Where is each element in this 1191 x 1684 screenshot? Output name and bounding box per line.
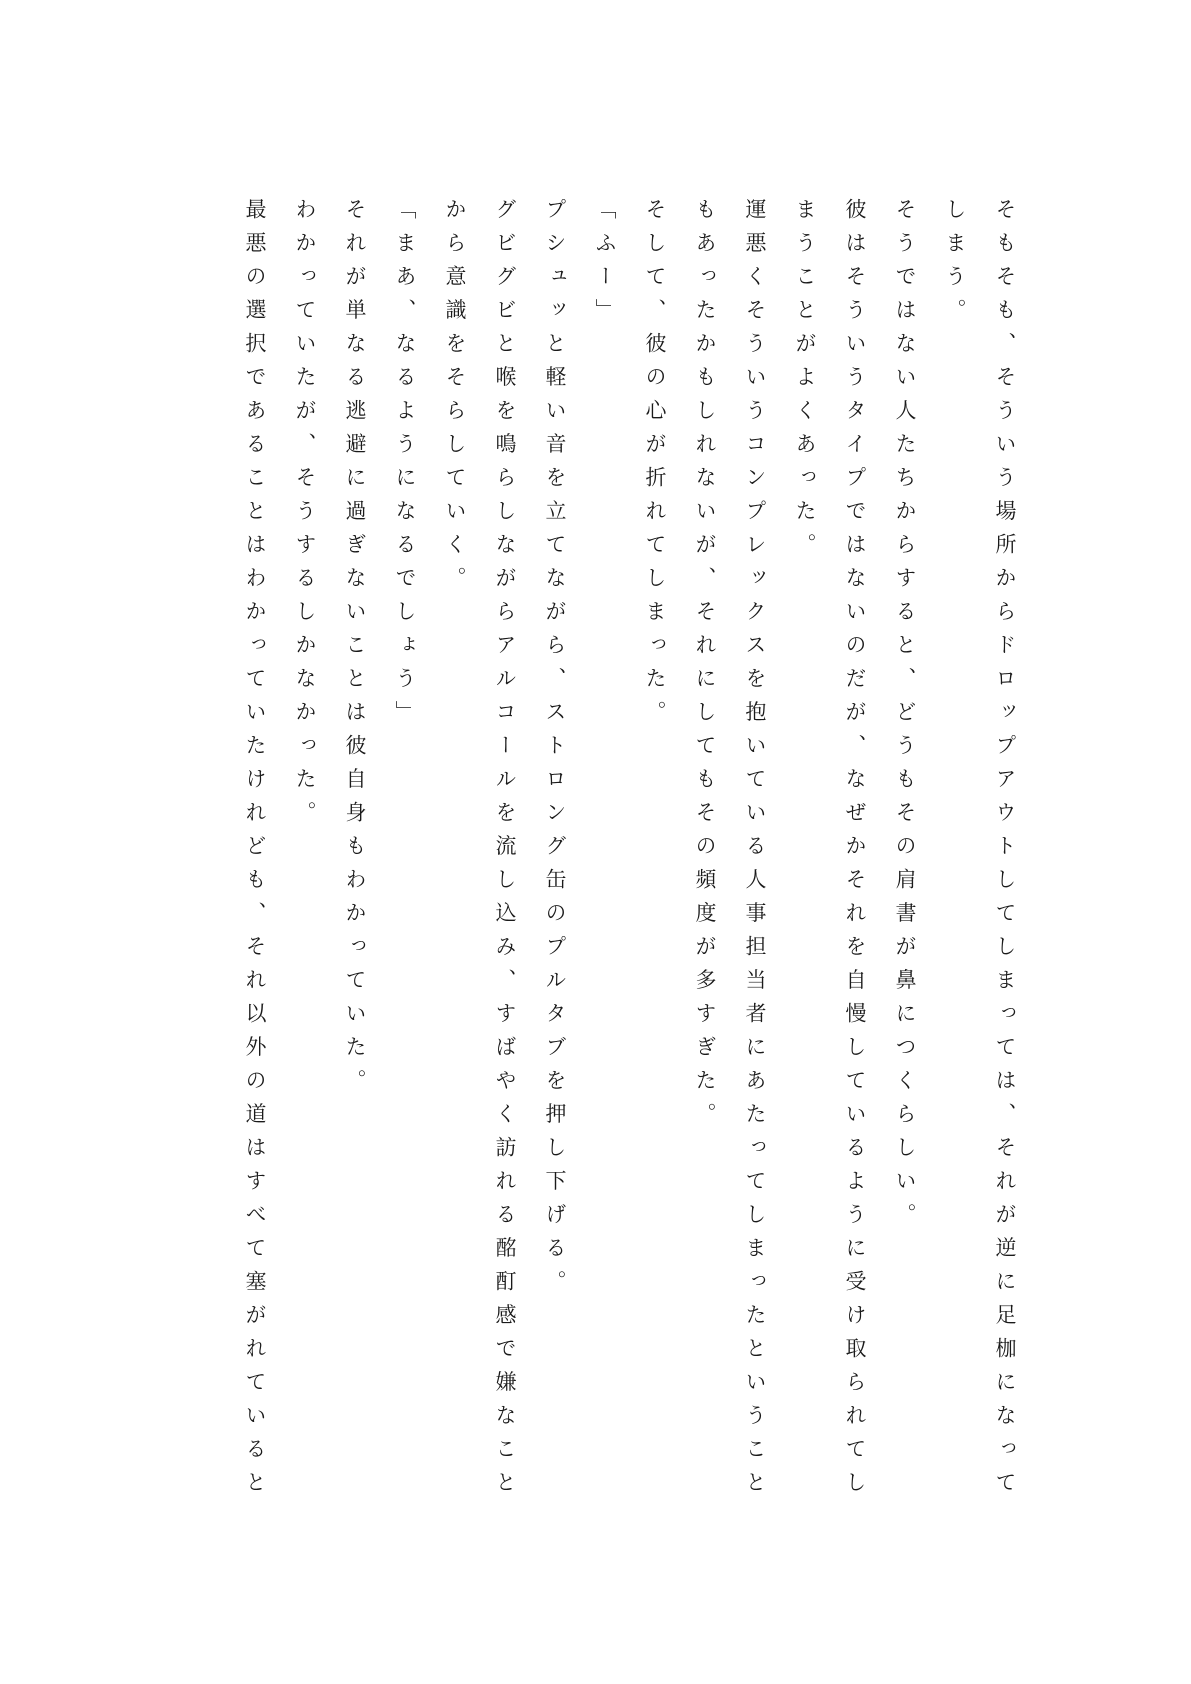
vertical-text-body bbox=[150, 198, 1030, 1528]
paragraph: 運悪くそういうコンプレックスを抱いている人事担当者にあたってしまったということもあったかもしれないが、それにしてもその頻度が多すぎた。 bbox=[693, 198, 767, 1505]
paragraph: そして、彼の心が折れてしまった。 bbox=[643, 198, 667, 734]
paragraph: 彼はそういうタイプではないのだが、なぜかそれを自慢しているように受け取られてしまうことがよくあった。 bbox=[793, 198, 867, 1505]
dialogue-line: 「ふー」 bbox=[593, 198, 617, 332]
paragraph: そうではない人たちからすると、どうもその肩書が鼻につくらしい。 bbox=[893, 198, 917, 1237]
paragraph: プシュッと軽い音を立てながら、ストロング缶のプルタブを押し下げる。 bbox=[543, 198, 567, 1304]
paragraph: それが単なる逃避に過ぎないことは彼自身もわかっていた。 bbox=[343, 198, 367, 1103]
paragraph: 最悪の選択であることはわかっていたけれども、それ以外の道はすべて塞がれていると bbox=[243, 198, 267, 1505]
paragraph: わかっていたが、そうするしかなかった。 bbox=[293, 198, 317, 835]
dialogue-line: 「まあ、なるようになるでしょう」 bbox=[393, 198, 417, 734]
paragraph: そもそも、そういう場所からドロップアウトしてしまっては、それが逆に足枷になってしまう。 bbox=[943, 198, 1017, 1505]
paragraph: グビグビと喉を鳴らしながらアルコールを流し込み、すばやく訪れる酩酊感で嫌なことから意識をそらしていく。 bbox=[443, 198, 517, 1505]
